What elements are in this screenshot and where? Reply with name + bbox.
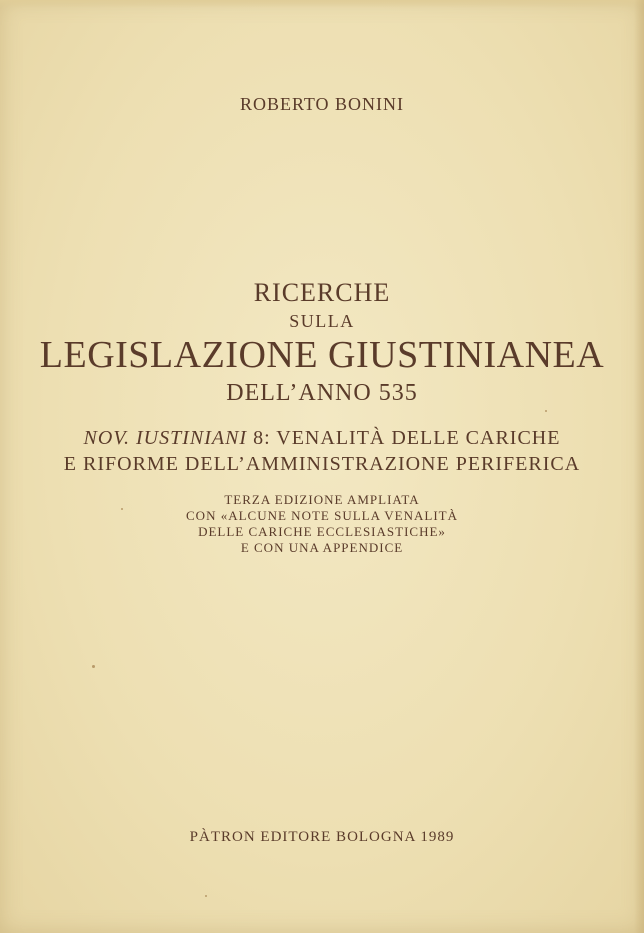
edition-line-3: DELLE CARICHE ECCLESIASTICHE» (198, 524, 446, 539)
main-title: LEGISLAZIONE GIUSTINIANEA (39, 334, 605, 376)
title-line-ricerche: RICERCHE (253, 278, 391, 307)
edition-line-2: CON «ALCUNE NOTE SULLA VENALITÀ (186, 508, 458, 523)
subtitle-italic: NOV. IUSTINIANI (83, 427, 248, 449)
paper-speck (121, 508, 123, 510)
title-line-year: DELL’ANNO 535 (226, 380, 418, 406)
author-name: ROBERTO BONINI (239, 94, 405, 114)
subtitle-rest: 8: VENALITÀ DELLE CARICHE (247, 427, 561, 449)
paper-edge (0, 0, 644, 8)
subtitle-line-2: E RIFORME DELL’AMMINISTRAZIONE PERIFERICA (63, 453, 581, 475)
paper-speck (205, 895, 207, 897)
edition-line-1: TERZA EDIZIONE AMPLIATA (224, 492, 420, 507)
edition-line-4: E CON UNA APPENDICE (240, 540, 404, 555)
subtitle-line-1 (0, 427, 644, 450)
publisher-line: PÀTRON EDITORE BOLOGNA 1989 (189, 829, 455, 845)
title-line-sulla: SULLA (289, 311, 355, 331)
paper-speck (92, 665, 95, 668)
paper-speck (545, 410, 547, 412)
